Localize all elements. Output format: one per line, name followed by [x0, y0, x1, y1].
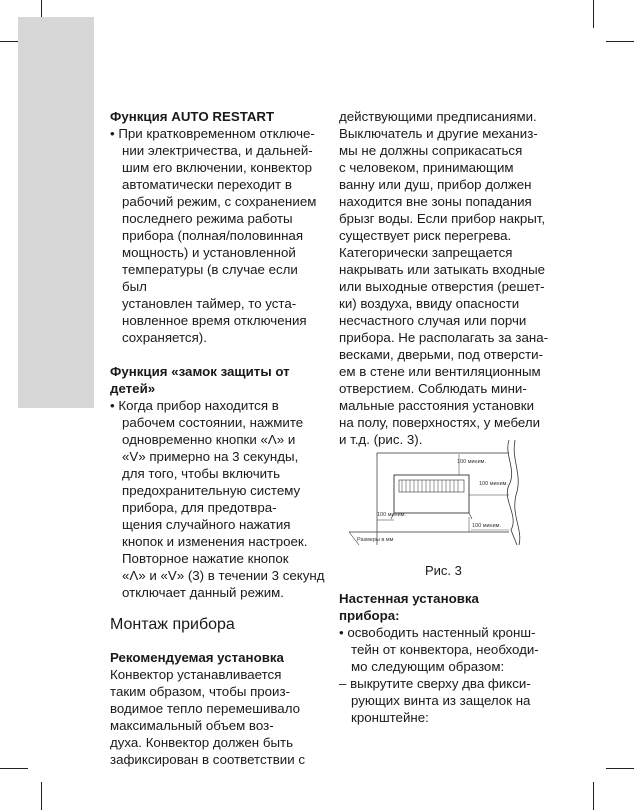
- text-line: максимальный объем воз-: [110, 718, 274, 733]
- text-line: нии электричества, и дальней-: [122, 143, 313, 158]
- text-line: автоматически переходит в: [122, 177, 292, 192]
- right-column: [339, 108, 554, 448]
- text-line: • При кратковременном отключе-: [110, 126, 315, 141]
- text-line: мо следующим образом:: [351, 659, 505, 674]
- text-line: Выключатель и другие механиз-: [339, 126, 538, 141]
- clearance-label-right: 100 миним.: [479, 481, 508, 487]
- text-line: • освободить настенный кронш-: [339, 625, 536, 640]
- crop-mark-bottom-left-h: [0, 768, 28, 769]
- wall-installation-section: [339, 590, 554, 726]
- left-column: [110, 108, 325, 768]
- page-side-tab: [18, 17, 94, 408]
- text-line: существует риск перегрева.: [339, 228, 512, 243]
- child-lock-heading-1: Функция «замок защиты от: [110, 364, 290, 379]
- text-line: рабочем состоянии, нажмите: [122, 415, 304, 430]
- installation-clearance-figure: [339, 435, 524, 575]
- text-line: температуры (в случае если был: [122, 262, 298, 294]
- crop-mark-bottom-right-h: [606, 768, 634, 769]
- text-line: тейн от конвектора, необходи-: [351, 642, 539, 657]
- figure-caption: Рис. 3: [425, 563, 462, 578]
- mounting-title: Монтаж прибора: [110, 616, 235, 633]
- text-line: действующими предписаниями.: [339, 109, 537, 124]
- text-line: Повторное нажатие кнопок: [122, 551, 289, 566]
- child-lock-heading-2: детей»: [110, 381, 156, 396]
- text-line: для того, чтобы включить: [122, 466, 281, 481]
- child-lock-text: [110, 397, 325, 601]
- text-line: мальные расстояния установки: [339, 398, 535, 413]
- crop-mark-top-right-h: [606, 41, 634, 42]
- clearance-label-bottom-right: 100 миним.: [472, 523, 501, 529]
- text-line: ем в стене или вентиляционным: [339, 364, 541, 379]
- auto-restart-text: [110, 125, 325, 346]
- text-line: духа. Конвектор должен быть: [110, 735, 294, 750]
- text-line: ки) воздуха, ввиду опасности: [339, 296, 520, 311]
- text-line: ванну или душ, прибор должен: [339, 177, 532, 192]
- text-line: весками, дверьми, под отверсти-: [339, 347, 544, 362]
- crop-mark-bottom-left-v: [41, 782, 42, 810]
- text-line: водимое тепло перемешивало: [110, 701, 300, 716]
- text-line: • Когда прибор находится в: [110, 398, 279, 413]
- text-line: сохраняется).: [122, 330, 207, 345]
- text-line: Конвектор устанавливается: [110, 667, 282, 682]
- text-line: щения случайного нажатия: [122, 517, 291, 532]
- text-line: одновременно кнопки «Λ» и: [122, 432, 296, 447]
- recommended-text: [110, 666, 325, 768]
- text-line: зафиксирован в соответствии с: [110, 752, 305, 767]
- text-line: рующих винта из защелок на: [351, 693, 531, 708]
- text-line: на полу, поверхностях, у мебели: [339, 415, 541, 430]
- text-line: прибора. Не располагать за зана-: [339, 330, 549, 345]
- text-line: Категорически запрещается: [339, 245, 513, 260]
- text-line: кнопок и изменения настроек.: [122, 534, 308, 549]
- text-line: прибора, для предотвра-: [122, 500, 277, 515]
- clearance-label-top: 100 миним.: [457, 459, 486, 465]
- text-line: «Λ» и «V» (3) в течении 3 секунд: [122, 568, 325, 583]
- text-line: кронштейне:: [351, 710, 429, 725]
- text-line: прибора (полная/половинная: [122, 228, 304, 243]
- text-line: «V» примерно на 3 секунды,: [122, 449, 299, 464]
- clearance-label-left: 100 миним.: [377, 512, 406, 518]
- crop-mark-bottom-right-v: [593, 782, 594, 810]
- text-line: установлен таймер, то уста-: [122, 296, 297, 311]
- wall-installation-heading-1: Настенная установка: [339, 591, 479, 606]
- text-line: последнего режима работы: [122, 211, 293, 226]
- text-line: отверстием. Соблюдать мини-: [339, 381, 527, 396]
- text-line: – выкрутите сверху два фикси-: [339, 676, 531, 691]
- text-line: и т.д. (рис. 3).: [339, 432, 423, 447]
- units-note: Размеры в мм: [357, 537, 394, 543]
- text-line: мы не должны соприкасаться: [339, 143, 523, 158]
- auto-restart-heading: Функция AUTO RESTART: [110, 109, 275, 124]
- text-line: с человеком, принимающим: [339, 160, 514, 175]
- text-line: таким образом, чтобы произ-: [110, 684, 291, 699]
- text-line: находится вне зоны попадания: [339, 194, 532, 209]
- text-line: отключает данный режим.: [122, 585, 284, 600]
- recommended-heading: Рекомендуемая установка: [110, 650, 284, 665]
- text-line: брызг воды. Если прибор накрыт,: [339, 211, 546, 226]
- wall-installation-heading-2: прибора:: [339, 608, 400, 623]
- text-line: или выходные отверстия (решет-: [339, 279, 545, 294]
- text-line: рабочий режим, с сохранением: [122, 194, 317, 209]
- text-line: предохранительную систему: [122, 483, 301, 498]
- text-line: новленное время отключения: [122, 313, 307, 328]
- text-line: мощность) и установленной: [122, 245, 296, 260]
- text-line: несчастного случая или порчи: [339, 313, 527, 328]
- crop-mark-top-right-v: [593, 0, 594, 28]
- text-line: накрывать или затыкать входные: [339, 262, 546, 277]
- text-line: шим его включении, конвектор: [122, 160, 313, 175]
